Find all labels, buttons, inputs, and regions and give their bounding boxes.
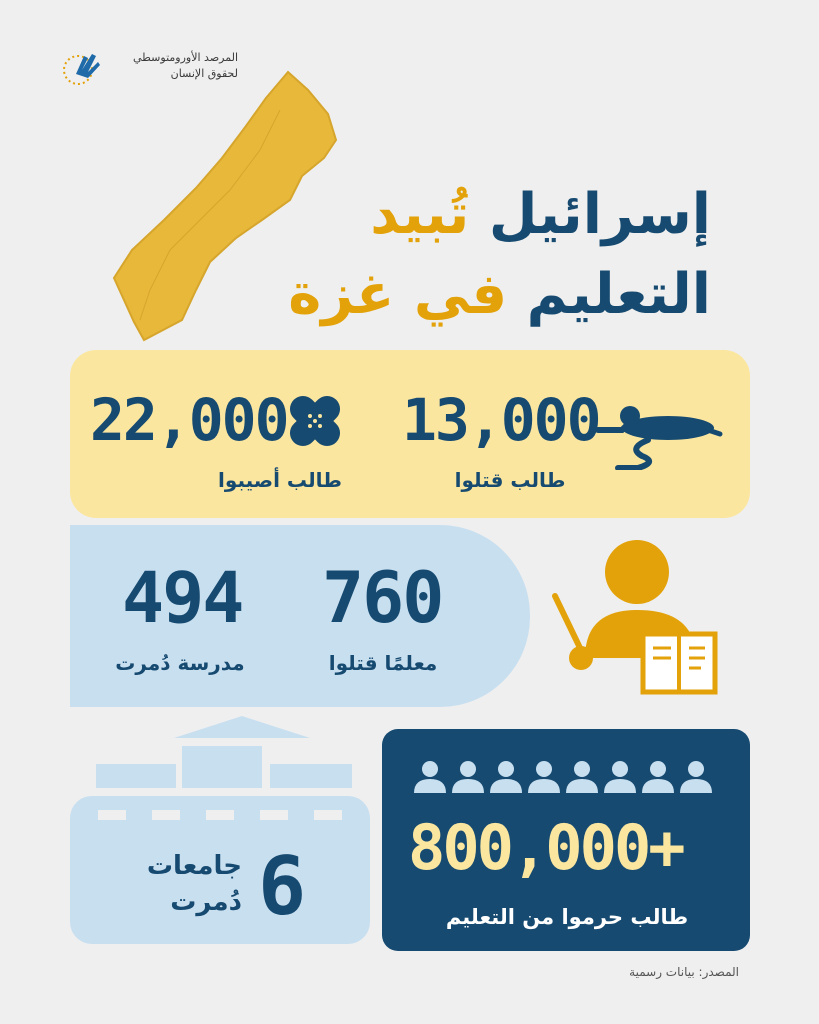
schools-destroyed-value: 494 xyxy=(122,557,243,639)
title-word-in: في xyxy=(413,262,508,327)
hand-logo-icon xyxy=(62,44,106,88)
bandage-icon xyxy=(280,386,350,456)
source-note: المصدر: بيانات رسمية xyxy=(629,965,739,979)
title-word-gaza: غزة xyxy=(288,262,395,327)
students-killed-value: 13,000 xyxy=(402,386,600,454)
universities-destroyed-label xyxy=(122,848,242,920)
title-word-israel: إسرائيل xyxy=(488,182,711,247)
title-line-2 xyxy=(191,255,711,335)
title-line-1 xyxy=(191,175,711,255)
students-stats-panel xyxy=(70,350,750,518)
students-deprived-label: طالب حرموا من التعليم xyxy=(445,905,689,929)
students-deprived-panel xyxy=(382,729,750,951)
teachers-schools-panel xyxy=(70,525,530,707)
university-building-icon xyxy=(70,712,370,944)
universities-destroyed-value: 6 xyxy=(258,840,305,933)
teachers-killed-value: 760 xyxy=(322,557,443,639)
title-word-annihilates: تُبيد xyxy=(370,182,470,247)
teacher-icon xyxy=(545,538,725,698)
universities-label-line2: دُمرت xyxy=(170,887,242,917)
students-killed-label: طالب قتلوا xyxy=(454,468,566,492)
schools-destroyed-label: مدرسة دُمرت xyxy=(115,651,245,675)
logo-line2: لحقوق الإنسان xyxy=(170,67,238,80)
students-reading-icon xyxy=(412,757,722,801)
students-injured-label: طالب أصيبوا xyxy=(218,468,342,492)
universities-label-line1: جامعات xyxy=(146,851,242,881)
page-title xyxy=(191,175,711,335)
fallen-person-icon xyxy=(588,390,728,470)
teachers-killed-label: معلمًا قتلوا xyxy=(328,651,438,675)
logo-line1: المرصد الأورومتوسطي xyxy=(132,51,238,64)
students-injured-value: 22,000 xyxy=(90,386,288,454)
title-word-education: التعليم xyxy=(526,262,711,327)
students-deprived-value: 800,000+ xyxy=(408,811,683,884)
